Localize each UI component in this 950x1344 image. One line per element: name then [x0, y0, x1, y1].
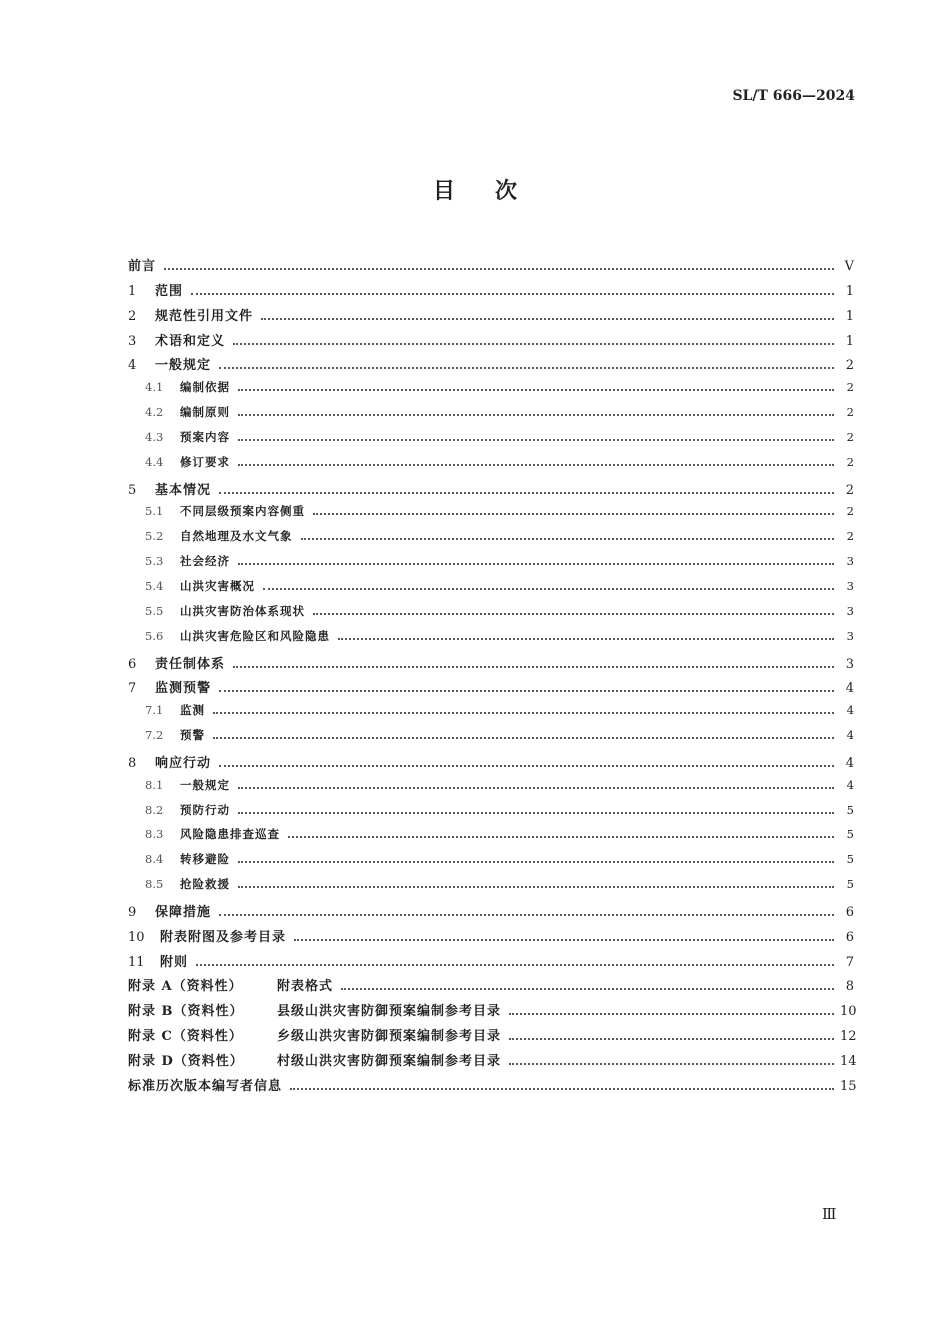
toc-entry[interactable]: [128, 752, 854, 777]
standard-code: SL/T 666—2024: [732, 88, 855, 104]
toc-entry-number: 附录 A（资料性）: [128, 979, 243, 995]
toc-entry[interactable]: [128, 429, 854, 454]
dot-leader: [290, 1088, 834, 1090]
toc-entry-title: 修订要求: [180, 454, 230, 469]
toc-entry-number: 4.2: [145, 405, 164, 420]
toc-entry-number: 8: [128, 755, 137, 771]
toc-entry-number: 8.4: [145, 852, 164, 867]
toc-entry-page: 8: [845, 979, 854, 995]
toc-entry-page: 3: [846, 578, 854, 593]
toc-entry-page: 2: [846, 405, 854, 420]
toc-entry-page: 3: [846, 554, 854, 569]
toc-entry[interactable]: [128, 1025, 857, 1050]
dot-leader: [219, 690, 834, 692]
toc-entry-page: 10: [840, 1004, 857, 1020]
dot-leader: [233, 666, 834, 668]
toc-entry-page: 2: [846, 504, 854, 519]
toc-entry-title: 预案内容: [180, 429, 230, 444]
toc-entry-title: 村级山洪灾害防御预案编制参考目录: [277, 1054, 502, 1069]
toc-entry-number: 1: [128, 283, 137, 299]
toc-entry[interactable]: [128, 826, 854, 851]
toc-entry-page: 2: [846, 454, 854, 469]
dot-leader: [191, 293, 834, 295]
toc-entry[interactable]: [128, 379, 854, 404]
toc-entry-title: 社会经济: [180, 554, 230, 569]
toc-entry-page: 12: [840, 1029, 857, 1045]
table-of-contents: [128, 255, 857, 1100]
toc-entry-title: 县级山洪灾害防御预案编制参考目录: [277, 1004, 502, 1020]
toc-entry-page: 14: [840, 1054, 857, 1069]
toc-entry-title: 附则: [160, 954, 189, 970]
toc-entry-number: 5.2: [145, 529, 164, 544]
toc-entry-number: 4: [128, 358, 137, 374]
toc-entry[interactable]: [128, 1050, 857, 1075]
toc-entry-title: 山洪灾害危险区和风险隐患: [180, 628, 330, 643]
toc-entry-title: 术语和定义: [155, 333, 226, 349]
toc-entry-page: 2: [845, 482, 854, 498]
toc-entry-title: 一般规定: [180, 777, 230, 792]
toc-entry-number: 8.5: [145, 877, 164, 892]
toc-entry-number: 4.1: [145, 380, 164, 395]
toc-entry-title: 范围: [155, 283, 184, 299]
dot-leader: [301, 538, 835, 540]
dot-leader: [238, 787, 834, 789]
toc-entry-page: 5: [846, 827, 854, 842]
toc-entry[interactable]: [128, 305, 854, 330]
toc-entry[interactable]: [128, 777, 854, 802]
toc-entry-page: 6: [845, 929, 854, 945]
toc-entry-page: V: [844, 259, 854, 274]
toc-entry-page: 15: [840, 1078, 857, 1094]
dot-leader: [196, 964, 834, 966]
toc-entry-title: 预警: [180, 728, 205, 743]
toc-entry[interactable]: [128, 255, 854, 280]
toc-entry-number: 5.3: [145, 554, 164, 569]
toc-entry[interactable]: [128, 578, 854, 603]
toc-entry[interactable]: [128, 354, 854, 379]
toc-entry-page: 1: [845, 283, 854, 299]
dot-leader: [338, 638, 834, 640]
toc-entry-title: 附表附图及参考目录: [160, 929, 287, 945]
toc-entry-number: 5: [128, 482, 137, 498]
toc-entry-title: 风险隐患排查巡查: [180, 827, 280, 842]
dot-leader: [261, 318, 834, 320]
toc-entry-page: 1: [845, 308, 854, 324]
toc-entry-number: 8.2: [145, 802, 164, 817]
toc-entry-page: 5: [846, 852, 854, 867]
toc-entry-page: 4: [846, 777, 854, 792]
toc-entry-number: 7: [128, 681, 137, 697]
toc-entry-page: 2: [846, 429, 854, 444]
toc-entry-title: 自然地理及水文气象: [180, 529, 293, 544]
toc-entry-number: 11: [128, 954, 145, 970]
toc-entry[interactable]: [128, 876, 854, 901]
toc-entry[interactable]: [128, 802, 854, 827]
toc-entry[interactable]: [128, 851, 854, 876]
toc-entry-title: 附表格式: [277, 979, 334, 995]
toc-entry-title: 响应行动: [155, 755, 212, 771]
dot-leader: [238, 861, 834, 863]
toc-entry[interactable]: [128, 926, 854, 951]
toc-entry-title: 转移避险: [180, 852, 230, 867]
toc-entry[interactable]: [128, 1000, 857, 1025]
toc-entry[interactable]: [128, 628, 854, 653]
dot-leader: [509, 1063, 834, 1065]
toc-entry-title: 前言: [128, 259, 157, 274]
dot-leader: [164, 268, 834, 270]
dot-leader: [313, 613, 834, 615]
toc-entry[interactable]: [128, 553, 854, 578]
dot-leader: [238, 439, 834, 441]
toc-entry-title: 一般规定: [155, 358, 212, 374]
dot-leader: [219, 765, 834, 767]
toc-entry-title: 监测预警: [155, 681, 212, 697]
dot-leader: [238, 464, 834, 466]
toc-entry-page: 6: [845, 904, 854, 920]
dot-leader: [238, 414, 834, 416]
dot-leader: [509, 1038, 834, 1040]
toc-entry-number: 5.6: [145, 628, 164, 643]
toc-entry-number: 附录 D（资料性）: [128, 1054, 244, 1069]
dot-leader: [219, 367, 834, 369]
toc-entry-page: 4: [846, 703, 854, 718]
dot-leader: [238, 563, 834, 565]
toc-entry-page: 3: [846, 603, 854, 618]
toc-entry-page: 1: [845, 333, 854, 349]
dot-leader: [263, 588, 834, 590]
toc-entry-title: 规范性引用文件: [155, 308, 254, 324]
toc-entry-page: 7: [845, 954, 854, 970]
toc-entry[interactable]: [128, 404, 854, 429]
toc-entry[interactable]: [128, 330, 854, 355]
toc-entry[interactable]: [128, 727, 854, 752]
toc-entry-number: 5.4: [145, 578, 164, 593]
toc-entry-title: 监测: [180, 703, 205, 718]
dot-leader: [219, 914, 834, 916]
dot-leader: [213, 737, 834, 739]
toc-entry-page: 4: [845, 681, 854, 697]
toc-entry-title: 预防行动: [180, 802, 230, 817]
dot-leader: [509, 1013, 834, 1015]
dot-leader: [294, 939, 834, 941]
toc-entry-page: 2: [845, 358, 854, 374]
toc-entry[interactable]: [128, 653, 854, 678]
toc-entry-title: 乡级山洪灾害防御预案编制参考目录: [277, 1029, 502, 1045]
toc-entry[interactable]: [128, 975, 854, 1000]
toc-entry-page: 3: [846, 628, 854, 643]
dot-leader: [238, 812, 834, 814]
dot-leader: [288, 836, 834, 838]
dot-leader: [238, 886, 834, 888]
toc-entry-number: 9: [128, 904, 137, 920]
dot-leader: [219, 492, 834, 494]
toc-entry-number: 附录 B（资料性）: [128, 1004, 244, 1020]
toc-entry-number: 7.1: [145, 703, 164, 718]
toc-entry-page: 5: [846, 877, 854, 892]
page-number: Ⅲ: [822, 1205, 837, 1223]
toc-entry-number: 5.5: [145, 603, 164, 618]
toc-entry[interactable]: [128, 528, 854, 553]
toc-entry-number: 附录 C（资料性）: [128, 1029, 243, 1045]
dot-leader: [233, 343, 834, 345]
toc-entry-number: 4.3: [145, 429, 164, 444]
toc-entry-number: 5.1: [145, 504, 164, 519]
page-title: 目次: [432, 178, 557, 204]
toc-entry[interactable]: [128, 603, 854, 628]
toc-entry-number: 7.2: [145, 728, 164, 743]
toc-entry-title: 编制原则: [180, 405, 230, 420]
dot-leader: [238, 389, 834, 391]
toc-entry[interactable]: [128, 503, 854, 528]
toc-entry-page: 4: [846, 728, 854, 743]
toc-entry-page: 5: [846, 802, 854, 817]
toc-entry[interactable]: [128, 677, 854, 702]
toc-entry[interactable]: [128, 951, 854, 976]
toc-entry-title: 责任制体系: [155, 656, 226, 672]
toc-entry[interactable]: [128, 280, 854, 305]
toc-entry[interactable]: [128, 901, 854, 926]
toc-entry-title: 标准历次版本编写者信息: [128, 1078, 283, 1094]
toc-entry-page: 3: [845, 656, 854, 672]
toc-entry-title: 山洪灾害防治体系现状: [180, 603, 305, 618]
toc-entry[interactable]: [128, 702, 854, 727]
toc-entry-number: 3: [128, 333, 137, 349]
toc-entry-number: 6: [128, 656, 137, 672]
toc-entry[interactable]: [128, 479, 854, 504]
dot-leader: [341, 988, 834, 990]
dot-leader: [313, 513, 834, 515]
toc-entry-number: 4.4: [145, 454, 164, 469]
toc-entry-title: 编制依据: [180, 380, 230, 395]
toc-entry[interactable]: [128, 454, 854, 479]
toc-entry-page: 4: [845, 755, 854, 771]
toc-entry-title: 不同层级预案内容侧重: [180, 504, 305, 519]
toc-entry-page: 2: [846, 529, 854, 544]
toc-entry-number: 8.3: [145, 827, 164, 842]
toc-entry-title: 山洪灾害概况: [180, 578, 255, 593]
toc-entry-page: 2: [846, 380, 854, 395]
toc-entry-number: 8.1: [145, 777, 164, 792]
toc-entry-title: 基本情况: [155, 482, 212, 498]
toc-entry-title: 保障措施: [155, 904, 212, 920]
toc-entry[interactable]: [128, 1075, 857, 1100]
toc-entry-number: 2: [128, 308, 137, 324]
toc-entry-number: 10: [128, 929, 145, 945]
dot-leader: [213, 712, 834, 714]
toc-entry-title: 抢险救援: [180, 877, 230, 892]
